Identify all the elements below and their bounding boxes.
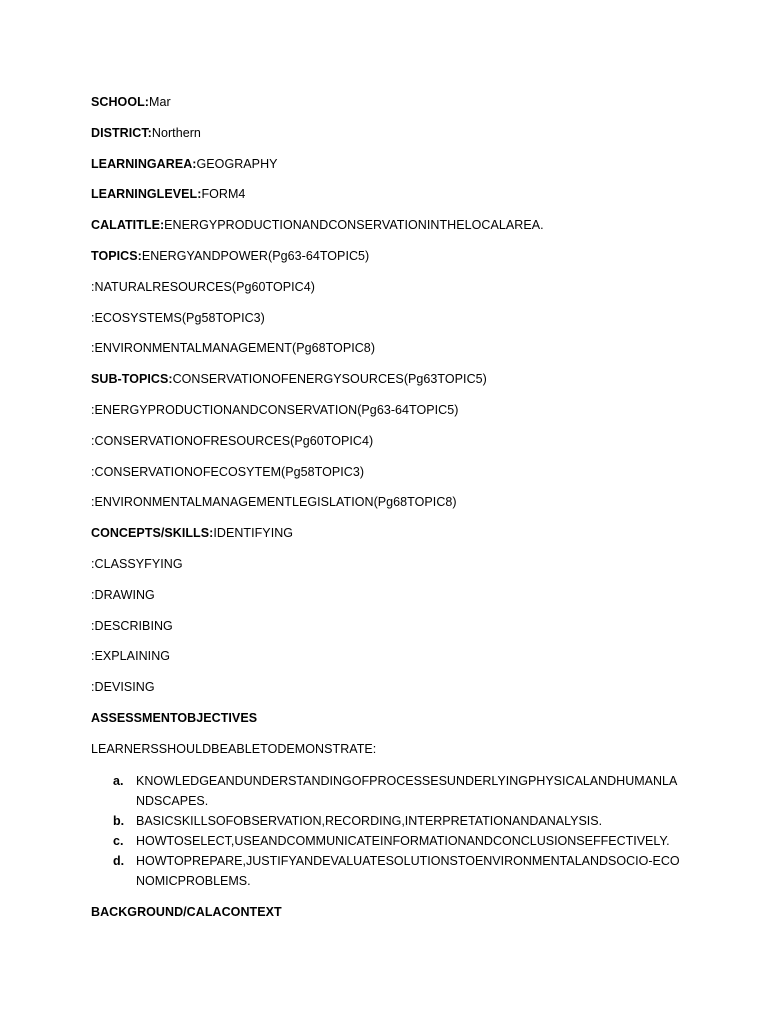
- school-value: Mar: [149, 95, 171, 109]
- sub-topic-item: :ENVIRONMENTALMANAGEMENTLEGISLATION(Pg68TOPIC8): [91, 495, 457, 510]
- school-line: [91, 93, 691, 111]
- sub-topics-label: SUB-TOPICS:: [91, 372, 173, 387]
- objective-marker: d.: [113, 853, 125, 868]
- cala-title-line: [91, 216, 691, 234]
- learning-area-label: LEARNINGAREA:: [91, 156, 197, 171]
- concepts-value: IDENTIFYING: [213, 526, 294, 541]
- sub-topics-value: CONSERVATIONOFENERGYSOURCES(Pg63TOPIC5): [172, 372, 487, 387]
- cala-title-value: ENERGYPRODUCTIONANDCONSERVATIONINTHELOCALAREA.: [164, 218, 544, 233]
- learning-level-label: LEARNINGLEVEL:: [91, 187, 202, 202]
- concepts-line: [91, 524, 691, 542]
- learning-area-value: GEOGRAPHY: [196, 156, 278, 171]
- assessment-intro: LEARNERSSHOULDBEABLETODEMONSTRATE:: [91, 741, 377, 756]
- district-label: DISTRICT:: [91, 125, 152, 140]
- learning-level-line: [91, 185, 691, 203]
- topics-label: TOPICS:: [91, 248, 142, 263]
- sub-topic-item: :CONSERVATIONOFRESOURCES(Pg60TOPIC4): [91, 433, 374, 448]
- concepts-label: CONCEPTS/SKILLS:: [91, 526, 214, 541]
- school-label: SCHOOL:: [91, 95, 149, 109]
- objective-item: [91, 831, 681, 851]
- sub-topic-item: :ENERGYPRODUCTIONANDCONSERVATION(Pg63-64TOPIC5): [91, 402, 459, 417]
- objective-text: HOWTOPREPARE,JUSTIFYANDEVALUATESOLUTIONSTOENVIRONMENTALANDSOCIO-ECONOMICPROBLEMS.: [136, 853, 680, 888]
- objective-text: BASICSKILLSOFOBSERVATION,RECORDING,INTERPRETATIONANDANALYSIS.: [136, 813, 603, 828]
- sub-topic-item: :CONSERVATIONOFECOSYTEM(Pg58TOPIC3): [91, 464, 365, 479]
- objective-item: [91, 771, 681, 811]
- objective-text: KNOWLEDGEANDUNDERSTANDINGOFPROCESSESUNDERLYINGPHYSICALANDHUMANLANDSCAPES.: [136, 773, 678, 808]
- concept-item: :CLASSYFYING: [91, 556, 183, 571]
- concept-item: :DESCRIBING: [91, 618, 173, 633]
- objective-item: [91, 811, 681, 831]
- document-page: [91, 93, 691, 933]
- sub-topics-line: [91, 370, 691, 388]
- objective-marker: c.: [113, 833, 124, 848]
- objective-marker: a.: [113, 773, 124, 788]
- concept-item: :DRAWING: [91, 587, 155, 602]
- objective-marker: b.: [113, 813, 125, 828]
- district-line: [91, 124, 691, 142]
- topic-item: :ECOSYSTEMS(Pg58TOPIC3): [91, 310, 265, 325]
- concept-item: :DEVISING: [91, 680, 155, 695]
- objectives-list: [91, 771, 691, 891]
- learning-area-line: [91, 155, 691, 173]
- concept-item: :EXPLAINING: [91, 649, 171, 664]
- topics-line: [91, 247, 691, 265]
- topic-item: :ENVIRONMENTALMANAGEMENT(Pg68TOPIC8): [91, 341, 376, 356]
- learning-level-value: FORM4: [201, 187, 246, 202]
- assessment-heading: ASSESSMENTOBJECTIVES: [91, 710, 258, 725]
- background-heading: BACKGROUND/CALACONTEXT: [91, 904, 282, 919]
- topic-item: :NATURALRESOURCES(Pg60TOPIC4): [91, 279, 315, 294]
- topics-value: ENERGYANDPOWER(Pg63-64TOPIC5): [141, 248, 370, 263]
- cala-title-label: CALATITLE:: [91, 218, 165, 233]
- district-value: Northern: [151, 125, 201, 140]
- objective-item: [91, 851, 681, 891]
- objective-text: HOWTOSELECT,USEANDCOMMUNICATEINFORMATIONANDCONCLUSIONSEFFECTIVELY.: [136, 833, 670, 848]
